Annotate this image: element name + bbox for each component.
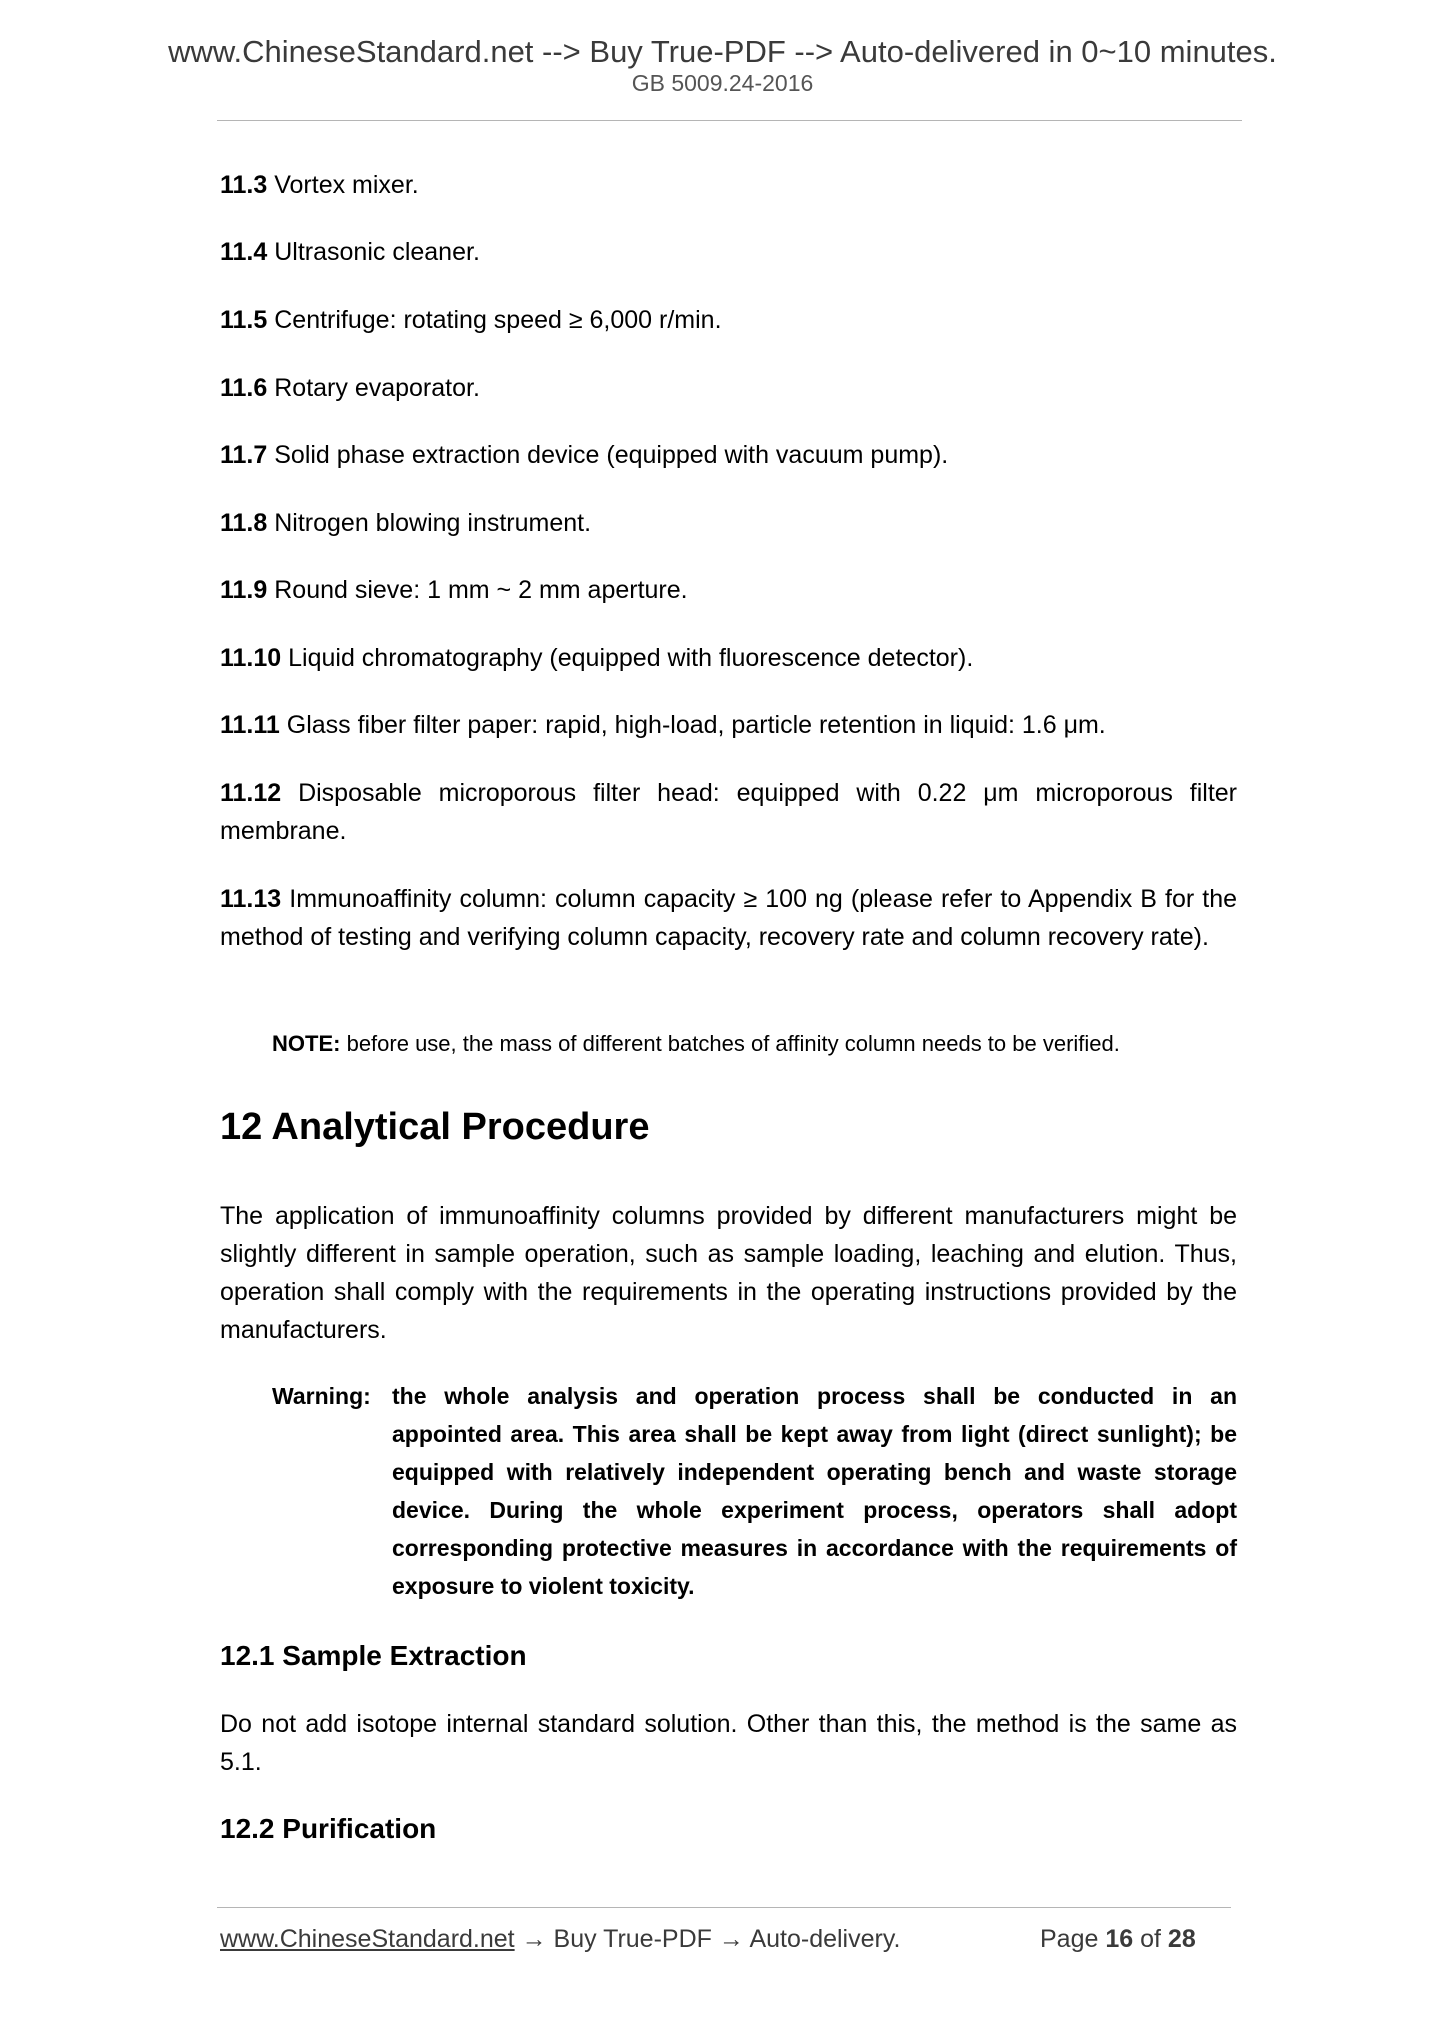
warning-label: Warning:: [272, 1383, 371, 1409]
clause-number: 11.4: [220, 238, 268, 266]
section-12-heading: 12 Analytical Procedure: [220, 1106, 650, 1148]
note: [272, 1029, 1237, 1059]
page-indicator: [1040, 1927, 1196, 1952]
clause-number: 11.12: [220, 779, 282, 807]
clause-11-7: [220, 436, 1237, 474]
clause-number: 11.7: [220, 441, 268, 469]
clause-text: Ultrasonic cleaner.: [274, 238, 480, 266]
footer-delivery-text: Auto-delivery.: [749, 1925, 901, 1953]
site-banner: www.ChineseStandard.net --> Buy True-PDF --> Auto-delivered in 0~10 minutes.: [168, 34, 1277, 69]
clause-text: Rotary evaporator.: [274, 374, 480, 402]
clause-number: 11.8: [220, 509, 268, 537]
footer-site-link[interactable]: www.ChineseStandard.net: [220, 1925, 515, 1953]
page-number: 16: [1105, 1925, 1134, 1953]
page-label: Page: [1040, 1925, 1099, 1953]
clause-11-5: [220, 301, 1237, 339]
warning-text: the whole analysis and operation process shall be conducted in an appointed area. This area shall be kept away from light (direct sunlight); be equipped with relatively independent operating bench and waste storage device. During the whole experiment process, operators shall adopt corresponding protective measures in accordance with the requirements of exposure to violent toxicity.: [392, 1383, 1237, 1599]
header-divider: [217, 120, 1242, 121]
clause-text: Liquid chromatography (equipped with fluorescence detector).: [288, 644, 974, 672]
note-text: before use, the mass of different batches of affinity column needs to be verified.: [346, 1031, 1120, 1056]
note-label: NOTE:: [272, 1031, 341, 1056]
clause-text: Glass fiber filter paper: rapid, high-load, particle retention in liquid: 1.6 μm.: [286, 711, 1106, 739]
warning-block: [272, 1377, 1237, 1605]
section-12-intro: The application of immunoaffinity columns provided by different manufacturers might be slightly different in sample operation, such as sample loading, leaching and elution. Thus, operation shall comply with the requirements in the operating instructions provided by the manufacturers.: [220, 1202, 1237, 1344]
footer-left: [220, 1927, 900, 1952]
clause-number: 11.3: [220, 171, 268, 199]
clause-text: Vortex mixer.: [274, 171, 419, 199]
clause-number: 11.6: [220, 374, 268, 402]
clause-11-9: [220, 571, 1237, 609]
footer-buy-text: Buy True-PDF: [553, 1925, 712, 1953]
clause-number: 11.11: [220, 711, 280, 739]
clause-text: Disposable microporous filter head: equipped with 0.22 μm microporous filter membrane.: [220, 779, 1237, 845]
clause-11-10: [220, 639, 1237, 677]
clause-number: 11.5: [220, 306, 268, 334]
clause-text: Immunoaffinity column: column capacity ≥ 100 ng (please refer to Appendix B for the method of testing and verifying column capacity, recovery rate and column recovery rate).: [220, 885, 1238, 951]
footer-divider: [217, 1907, 1231, 1908]
clause-11-4: [220, 233, 1237, 271]
section-12-2-heading: 12.2 Purification: [220, 1813, 437, 1844]
clause-11-3: [220, 166, 1237, 204]
of-label: of: [1140, 1925, 1161, 1953]
arrow-right-icon: →: [718, 1925, 744, 1953]
clause-text: Nitrogen blowing instrument.: [274, 509, 592, 537]
clause-11-13: [220, 880, 1237, 956]
arrow-right-icon: →: [521, 1925, 547, 1953]
clause-11-12: [220, 774, 1237, 850]
total-pages: 28: [1167, 1925, 1196, 1953]
clause-number: 11.10: [220, 644, 282, 672]
clause-11-11: [220, 706, 1237, 744]
clause-number: 11.9: [220, 576, 268, 604]
section-12-1-text: Do not add isotope internal standard solution. Other than this, the method is the same as 5.1.: [220, 1710, 1237, 1776]
clause-text: Solid phase extraction device (equipped with vacuum pump).: [274, 441, 949, 469]
clause-number: 11.13: [220, 885, 282, 913]
clause-11-6: [220, 369, 1237, 407]
clause-11-8: [220, 504, 1237, 542]
section-12-1-heading: 12.1 Sample Extraction: [220, 1640, 527, 1671]
clause-text: Centrifuge: rotating speed ≥ 6,000 r/min.: [274, 306, 722, 334]
standard-code: GB 5009.24-2016: [631, 70, 814, 96]
clause-text: Round sieve: 1 mm ~ 2 mm aperture.: [274, 576, 688, 604]
